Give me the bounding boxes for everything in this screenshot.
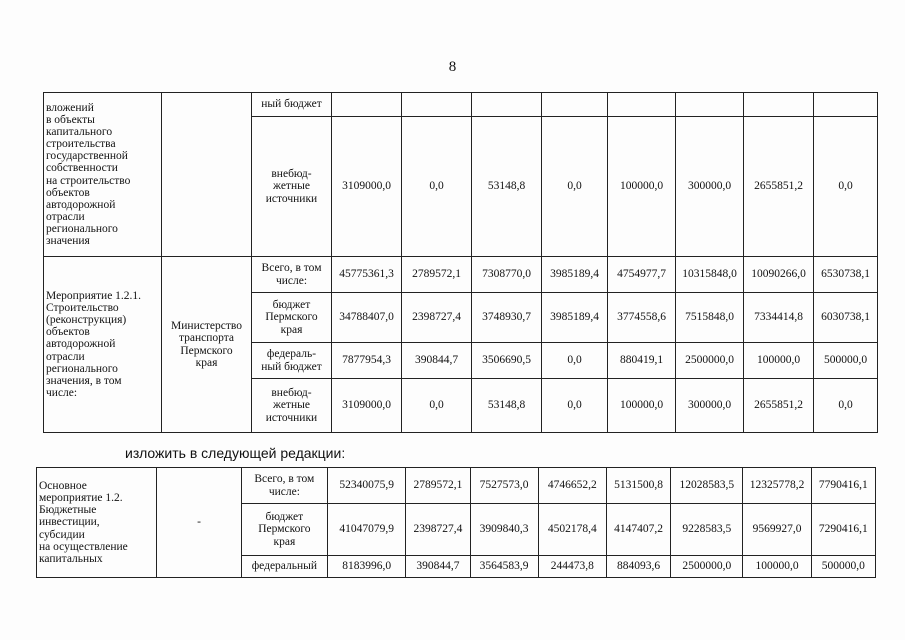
value-cell: 9228583,5 (671, 504, 743, 556)
value-cell: 7308770,0 (472, 257, 542, 293)
value-cell: 7790416,1 (811, 468, 875, 504)
funding-source-cell: бюджет Пермского края (252, 293, 332, 343)
value-cell: 300000,0 (676, 379, 744, 433)
value-cell: 8183996,0 (328, 556, 406, 578)
funding-source-cell: ный бюджет (252, 93, 332, 117)
value-cell: 2500000,0 (671, 556, 743, 578)
page-number: 8 (448, 59, 457, 75)
value-cell: 100000,0 (608, 379, 676, 433)
executor-cell (162, 93, 252, 257)
value-cell: 5131500,8 (606, 468, 670, 504)
value-cell: 0,0 (542, 117, 608, 257)
value-cell: 4147407,2 (606, 504, 670, 556)
table-row (44, 257, 878, 293)
value-cell: 2398727,4 (402, 293, 472, 343)
value-cell: 53148,8 (472, 117, 542, 257)
value-cell: 880419,1 (608, 343, 676, 379)
value-cell: 7515848,0 (676, 293, 744, 343)
value-cell: 390844,7 (402, 343, 472, 379)
value-cell: 7290416,1 (811, 504, 875, 556)
measure-name-cell: вложений в объекты капитального строительства государственной собственности на строительство объектов автодорожной отрасли регионального значения (44, 93, 162, 257)
value-cell (744, 93, 814, 117)
value-cell (676, 93, 744, 117)
measure-name-cell: Основное мероприятие 1.2. Бюджетные инвестиции, субсидии на осуществление капитальных (37, 468, 157, 578)
value-cell: 3985189,4 (542, 257, 608, 293)
value-cell (402, 93, 472, 117)
funding-source-cell: внебюд- жетные источники (252, 117, 332, 257)
value-cell: 0,0 (402, 379, 472, 433)
amended-table (36, 467, 876, 578)
value-cell: 4754977,7 (608, 257, 676, 293)
value-cell: 12028583,5 (671, 468, 743, 504)
value-cell: 9569927,0 (743, 504, 811, 556)
value-cell: 7334414,8 (744, 293, 814, 343)
value-cell: 3774558,6 (608, 293, 676, 343)
value-cell: 45775361,3 (332, 257, 402, 293)
funding-source-cell: внебюд- жетные источники (252, 379, 332, 433)
value-cell: 3748930,7 (472, 293, 542, 343)
funding-source-cell: Всего, в том числе: (241, 468, 327, 504)
value-cell (332, 93, 402, 117)
value-cell: 3109000,0 (332, 379, 402, 433)
value-cell: 3506690,5 (472, 343, 542, 379)
value-cell: 3564583,9 (470, 556, 538, 578)
value-cell: 0,0 (542, 379, 608, 433)
value-cell: 2500000,0 (676, 343, 744, 379)
value-cell: 53148,8 (472, 379, 542, 433)
value-cell: 244473,8 (538, 556, 606, 578)
value-cell: 7877954,3 (332, 343, 402, 379)
funding-source-cell: Всего, в том числе: (252, 257, 332, 293)
value-cell: 2789572,1 (402, 257, 472, 293)
table-row (44, 93, 878, 117)
value-cell: 3985189,4 (542, 293, 608, 343)
value-cell (472, 93, 542, 117)
funding-source-cell: бюджет Пермского края (241, 504, 327, 556)
value-cell (608, 93, 676, 117)
executor-cell: Министерство транспорта Пермского края (162, 257, 252, 433)
value-cell (814, 93, 878, 117)
value-cell: 500000,0 (814, 343, 878, 379)
value-cell: 3909840,3 (470, 504, 538, 556)
value-cell: 500000,0 (811, 556, 875, 578)
value-cell: 10315848,0 (676, 257, 744, 293)
value-cell: 6030738,1 (814, 293, 878, 343)
value-cell: 10090266,0 (744, 257, 814, 293)
value-cell: 884093,6 (606, 556, 670, 578)
value-cell: 4746652,2 (538, 468, 606, 504)
value-cell: 390844,7 (406, 556, 470, 578)
value-cell (542, 93, 608, 117)
original-table (43, 92, 878, 433)
value-cell: 2655851,2 (744, 117, 814, 257)
value-cell: 34788407,0 (332, 293, 402, 343)
value-cell: 3109000,0 (332, 117, 402, 257)
amendment-instruction: изложить в следующей редакции: (125, 445, 346, 461)
value-cell: 12325778,2 (743, 468, 811, 504)
value-cell: 100000,0 (743, 556, 811, 578)
value-cell: 0,0 (402, 117, 472, 257)
value-cell: 100000,0 (608, 117, 676, 257)
value-cell: 2789572,1 (406, 468, 470, 504)
executor-cell: - (157, 468, 241, 578)
value-cell: 2655851,2 (744, 379, 814, 433)
value-cell: 0,0 (814, 117, 878, 257)
value-cell: 41047079,9 (328, 504, 406, 556)
value-cell: 0,0 (542, 343, 608, 379)
value-cell: 4502178,4 (538, 504, 606, 556)
value-cell: 7527573,0 (470, 468, 538, 504)
funding-source-cell: федеральный (241, 556, 327, 578)
value-cell: 300000,0 (676, 117, 744, 257)
value-cell: 100000,0 (744, 343, 814, 379)
funding-source-cell: федераль- ный бюджет (252, 343, 332, 379)
value-cell: 52340075,9 (328, 468, 406, 504)
measure-name-cell: Мероприятие 1.2.1. Строительство (реконструкция) объектов автодорожной отрасли регионального значения, в том числе: (44, 257, 162, 433)
value-cell: 0,0 (814, 379, 878, 433)
value-cell: 6530738,1 (814, 257, 878, 293)
value-cell: 2398727,4 (406, 504, 470, 556)
table-row (37, 468, 876, 504)
